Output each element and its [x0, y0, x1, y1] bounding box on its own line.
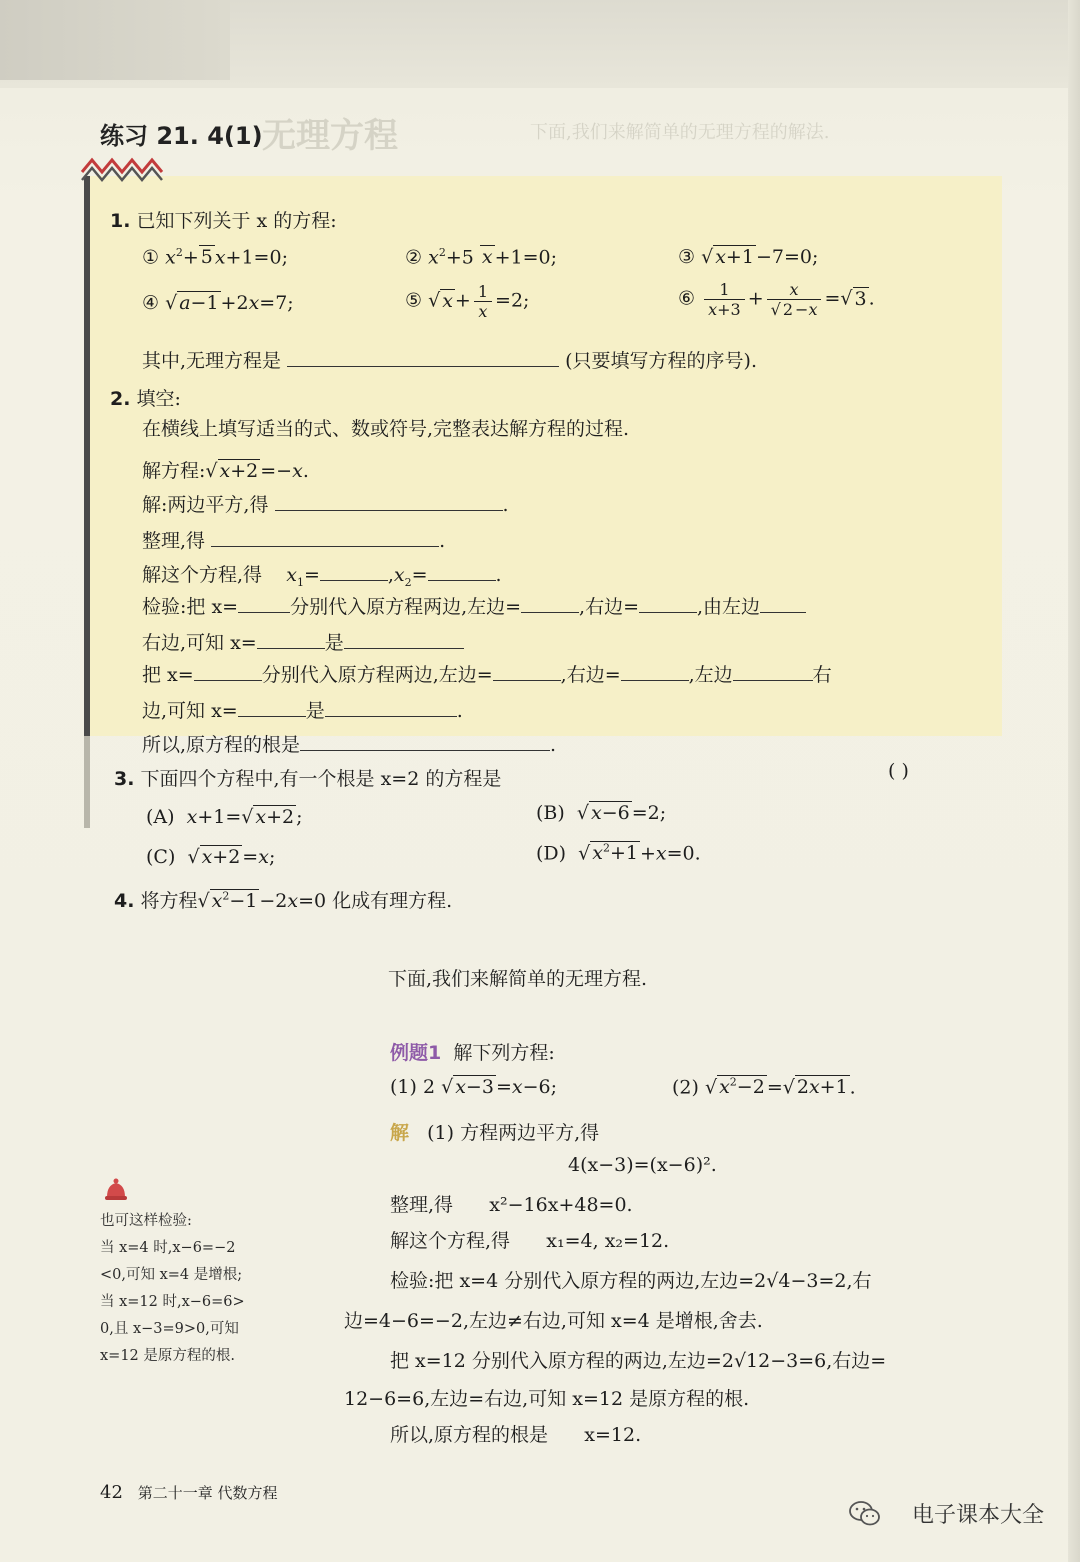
- q2-check-a: 检验:把 x=: [142, 596, 239, 618]
- q2-line-6: [142, 660, 832, 687]
- page-title: 练习 21. 4(1): [100, 122, 263, 150]
- q1-tail-b: (只要填写方程的序号).: [565, 350, 758, 372]
- q3-option-b[interactable]: (B) √ x−6 =2;: [536, 802, 667, 824]
- example-part-2-label: (2): [672, 1076, 699, 1099]
- solution-line-3: [390, 1190, 633, 1217]
- q1-item-marker: ⑤: [405, 289, 423, 312]
- q2-check-c: ,右边=: [579, 596, 640, 618]
- q1-item-marker: ⑥: [678, 287, 696, 310]
- q2-check-f: 是: [324, 632, 344, 654]
- example-label: 例题1: [390, 1042, 442, 1064]
- side-note-line: 也可这样检验:: [100, 1213, 192, 1229]
- q1-answer-line: [142, 346, 757, 373]
- q4-number: 4.: [114, 890, 135, 912]
- q2-line-8: 所以,原方程的根是 .: [142, 734, 557, 756]
- q2-line-4: [142, 592, 806, 619]
- q2-blank-7b[interactable]: [325, 698, 457, 717]
- page-number: 42: [100, 1482, 123, 1503]
- top-band-shadow: [0, 0, 230, 80]
- example-part-1-label: (1): [390, 1076, 417, 1098]
- q2-solve-label: 解方程:: [142, 460, 206, 482]
- solution-line-7: 把 x=12 分别代入原方程的两边,左边=2√12−3=6,右边=: [390, 1350, 887, 1372]
- q2-check-d: ,由左边: [697, 596, 761, 618]
- example-part-1: (1) 2 √ x−3 =x−6;: [390, 1076, 557, 1098]
- q2-blank-6b[interactable]: [493, 662, 561, 681]
- solution-step-3a: 整理,得: [390, 1194, 454, 1216]
- q2-check-g: 把 x=: [142, 664, 194, 686]
- q2-blank-x2[interactable]: [428, 562, 496, 581]
- q3-stem-text: 下面四个方程中,有一个根是 x=2 的方程是: [140, 768, 502, 790]
- example-part-2: (2) √ $x^2-2$ =√ 2x+1 .: [672, 1076, 856, 1099]
- q2-check-b: 分别代入原方程两边,左边=: [290, 596, 522, 618]
- q1-item-marker: ④: [142, 292, 160, 314]
- q2-blank-7a[interactable]: [238, 698, 306, 717]
- q2-line-1: 解:两边平方,得 .: [142, 494, 509, 516]
- q2-step-1: 解:两边平方,得: [142, 494, 269, 516]
- solution-step-1: (1) 方程两边平方,得: [427, 1122, 600, 1144]
- q3-number: 3.: [114, 768, 135, 790]
- solution-conclusion: 所以,原方程的根是: [390, 1424, 549, 1446]
- watermark-text: 电子课本大全: [911, 1503, 1044, 1528]
- q2-equation: 解方程:√ x+2 =−x.: [142, 460, 309, 482]
- q1-item-marker: ②: [405, 246, 423, 269]
- chapter-label: 第二十一章 代数方程: [137, 1484, 278, 1502]
- q1-stem: [110, 206, 337, 233]
- side-note-line: 当 x=4 时,x−6=−2: [100, 1240, 236, 1256]
- zigzag-decoration-icon: [80, 150, 180, 184]
- q2-check-h: 分别代入原方程两边,左边=: [261, 664, 493, 686]
- body-intro: 下面,我们来解简单的无理方程.: [388, 968, 648, 990]
- q2-blank-1[interactable]: [275, 492, 503, 511]
- q2-blank-6a[interactable]: [194, 662, 262, 681]
- side-note-line: x=12 是原方程的根.: [100, 1348, 235, 1364]
- side-note-line: <0,可知 x=4 是增根;: [100, 1267, 243, 1283]
- exercise-box-edge: [84, 736, 90, 828]
- solution-step-4b: x₁=4, x₂=12.: [546, 1230, 670, 1252]
- solution-line-9: [390, 1420, 641, 1447]
- q2-check-i: ,右边=: [560, 664, 621, 686]
- q2-stem: [110, 384, 181, 411]
- solution-step-3b: x²−16x+48=0.: [489, 1194, 633, 1216]
- bell-icon: [103, 1177, 129, 1203]
- solution-line-2: 4(x−3)=(x−6)².: [568, 1154, 717, 1176]
- q1-item-6: ⑥ $\frac{1}{x+3}$ + $\frac{x}{√ 2 -x}$ =√ 3 .: [678, 280, 875, 319]
- q1-tail-a: 其中,无理方程是: [142, 350, 282, 372]
- q1-stem-text: 已知下列关于 x 的方程:: [136, 210, 337, 232]
- q3-option-a[interactable]: (A) x+1=√ x+2 ;: [146, 806, 303, 828]
- side-note: [100, 1208, 300, 1370]
- ghost-heading: 无理方程: [262, 116, 398, 156]
- ghost-subtext: 下面,我们来解简单的无理方程的解法.: [530, 122, 830, 143]
- q2-blank-4a[interactable]: [238, 594, 290, 613]
- page-footer: [100, 1482, 277, 1503]
- page-edge: [1068, 0, 1080, 1562]
- q4-text-a: 将方程: [140, 890, 198, 912]
- q2-line-2: 整理,得 .: [142, 530, 446, 552]
- q1-item-marker: ③: [678, 246, 696, 268]
- solution-root: x=12.: [584, 1424, 642, 1446]
- q2-blank-4c[interactable]: [639, 594, 697, 613]
- q2-blank-8[interactable]: [300, 732, 550, 751]
- q1-item-2: ② $x^2+5$ x +1=0;: [405, 246, 558, 269]
- q1-item-5: ⑤ √ x + $\frac{1}{x}$ =2;: [405, 282, 530, 321]
- q4-stem: 4. 将方程√ $x^2-1 -2x=0$ 化成有理方程.: [114, 889, 453, 912]
- q2-blank-6d[interactable]: [733, 662, 813, 681]
- q2-check-k: 右: [812, 664, 832, 686]
- q2-step-2: 整理,得: [142, 530, 206, 552]
- q3-option-d[interactable]: (D) √ $x^2+1 +x=0$.: [536, 842, 701, 865]
- wechat-icon: [848, 1500, 882, 1528]
- example-stem: 解下列方程:: [453, 1042, 555, 1064]
- q3-answer-paren[interactable]: ( ): [888, 760, 909, 782]
- q3-option-c-label: (C): [146, 846, 176, 868]
- example-heading: [390, 1038, 555, 1065]
- q3-option-c[interactable]: (C) √ x+2 =x;: [146, 846, 276, 868]
- solution-line-8: 12−6=6,左边=右边,可知 x=12 是原方程的根.: [344, 1388, 750, 1410]
- q2-stem-text: 填空:: [136, 388, 181, 410]
- q3-option-b-label: (B): [536, 802, 565, 824]
- q2-blank-x1[interactable]: [320, 562, 388, 581]
- q2-conclusion: 所以,原方程的根是: [142, 734, 301, 756]
- solution-label: 解: [390, 1122, 410, 1144]
- q2-instruction: 在横线上填写适当的式、数或符号,完整表达解方程的过程.: [142, 418, 630, 440]
- q3-option-a-label: (A): [146, 806, 175, 828]
- q1-number: 1.: [110, 210, 131, 232]
- q4-text-b: 化成有理方程.: [332, 890, 453, 912]
- q2-check-l: 边,可知 x=: [142, 700, 238, 722]
- q1-item-3: ③ √ x+1 −7=0;: [678, 246, 819, 268]
- q2-blank-4d[interactable]: [760, 594, 806, 613]
- q2-blank-4b[interactable]: [521, 594, 579, 613]
- q2-step-3: 解这个方程,得: [142, 564, 263, 586]
- q2-blank-5b[interactable]: [344, 630, 464, 649]
- q2-line-3: 解这个方程,得 $x_1= ,x_2=$ .: [142, 564, 502, 589]
- q2-check-e: 右边,可知 x=: [142, 632, 257, 654]
- solution-line-4: [390, 1226, 669, 1253]
- q2-line-5: [142, 628, 464, 655]
- side-note-line: 0,且 x−3=9>0,可知: [100, 1321, 239, 1337]
- q2-blank-6c[interactable]: [621, 662, 689, 681]
- q1-item-4: ④ √ a−1 +2x=7;: [142, 292, 294, 314]
- solution-line-5: 检验:把 x=4 分别代入原方程的两边,左边=2√4−3=2,右: [390, 1270, 872, 1292]
- solution-line-1: [390, 1118, 599, 1145]
- q2-check-j: ,左边: [688, 664, 733, 686]
- solution-line-6: 边=4−6=−2,左边≠右边,可知 x=4 是增根,舍去.: [344, 1310, 763, 1332]
- q1-item-marker: ①: [142, 246, 160, 269]
- q2-check-m: 是: [305, 700, 325, 722]
- q2-number: 2.: [110, 388, 131, 410]
- q2-blank-5a[interactable]: [257, 630, 325, 649]
- q3-option-d-label: (D): [536, 842, 567, 865]
- q2-line-7: 边,可知 x= 是 .: [142, 700, 463, 722]
- side-note-line: 当 x=12 时,x−6=6>: [100, 1294, 245, 1310]
- q3-stem: [114, 764, 501, 791]
- q2-blank-2[interactable]: [211, 528, 439, 547]
- q1-item-1: ① $x^2+ 5$ x+1=0;: [142, 246, 288, 269]
- q1-answer-blank[interactable]: [287, 348, 559, 367]
- solution-step-4a: 解这个方程,得: [390, 1230, 511, 1252]
